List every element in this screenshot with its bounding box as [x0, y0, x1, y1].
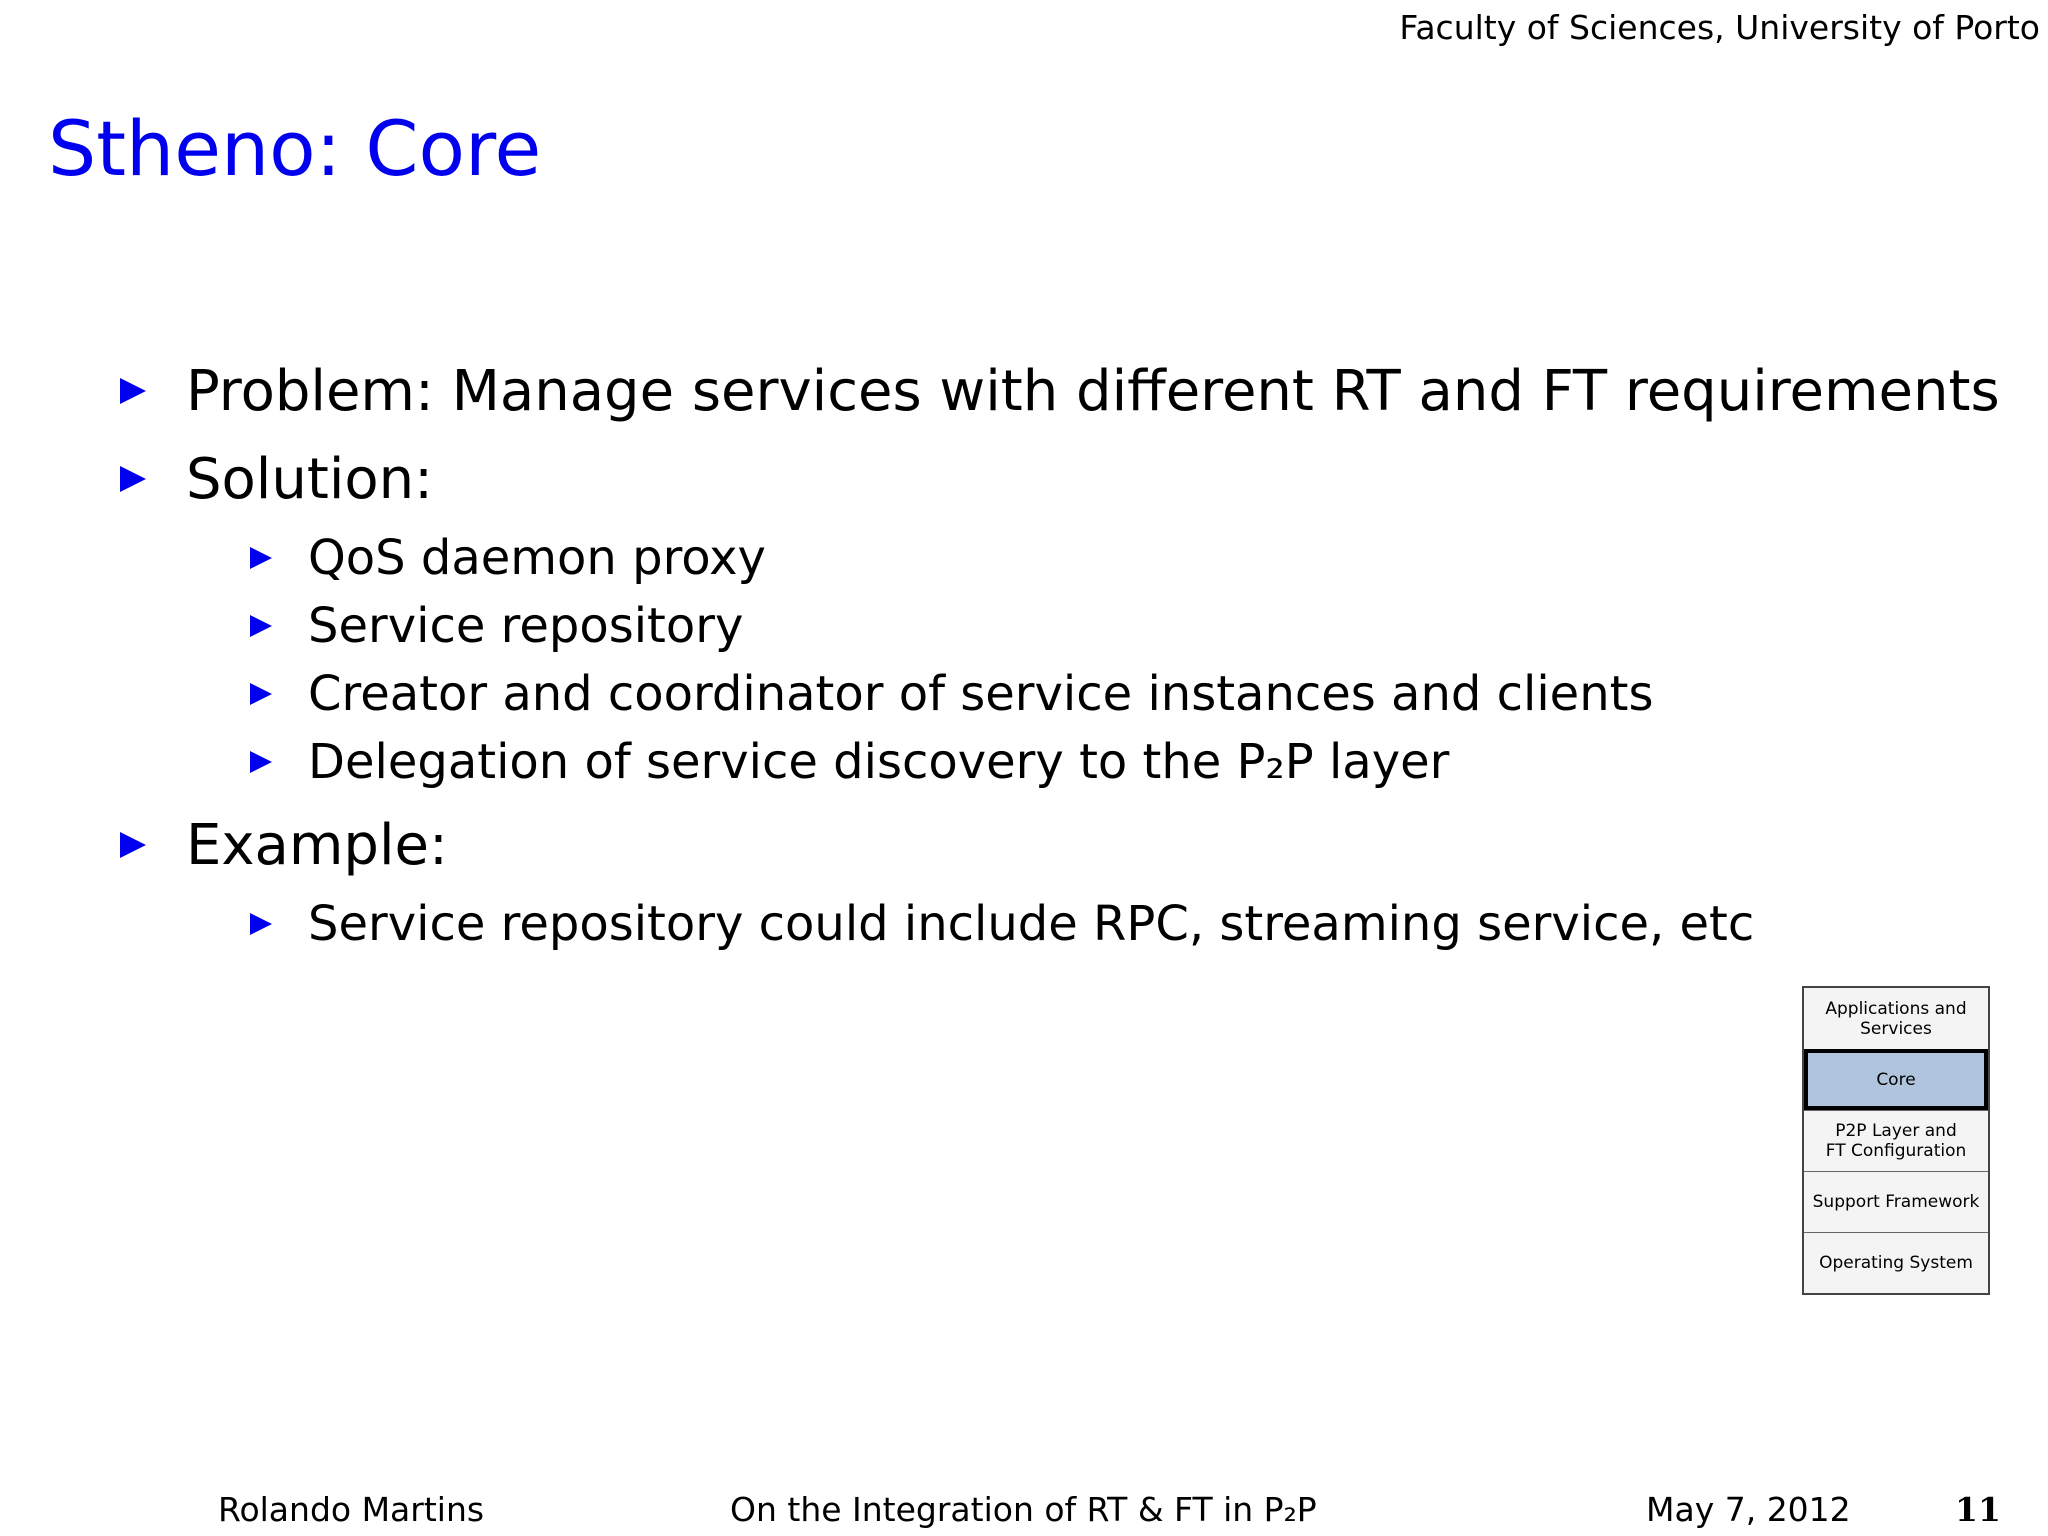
- layer-support-framework: Support Framework: [1804, 1171, 1988, 1232]
- sub-bullet-text: Service repository: [308, 598, 744, 654]
- bullet-text: Problem: Manage services with different RT and FT requirements: [186, 358, 2000, 424]
- triangle-bullet-icon: [250, 615, 272, 637]
- bullet-solution: [120, 438, 1920, 520]
- page-number: 11: [1955, 1490, 2001, 1529]
- triangle-bullet-icon: [120, 466, 146, 492]
- layer-operating-system: Operating System: [1804, 1232, 1988, 1293]
- layer-p2p: P2P Layer and FT Configuration: [1804, 1110, 1988, 1171]
- sub-bullet-creator: [120, 660, 1920, 728]
- bullet-list: [120, 350, 2000, 958]
- sub-bullet-text: Delegation of service discovery to the P₂P layer: [308, 734, 1450, 790]
- sub-bullet-example: [120, 890, 1920, 958]
- triangle-bullet-icon: [250, 547, 272, 569]
- triangle-bullet-icon: [250, 683, 272, 705]
- bullet-text: Example:: [186, 812, 448, 878]
- sub-bullet-qos: [120, 524, 1920, 592]
- footer-date: May 7, 2012: [1646, 1490, 1851, 1529]
- sub-bullet-text: Service repository could include RPC, streaming service, etc: [308, 896, 1755, 952]
- triangle-bullet-icon: [250, 751, 272, 773]
- triangle-bullet-icon: [120, 378, 146, 404]
- sub-bullet-repository: [120, 592, 1920, 660]
- sub-bullet-text: Creator and coordinator of service instances and clients: [308, 666, 1654, 722]
- bullet-example: [120, 804, 1920, 886]
- slide-title: Stheno: Core: [48, 104, 542, 193]
- triangle-bullet-icon: [250, 913, 272, 935]
- bullet-problem: [120, 350, 2000, 432]
- bullet-text: Solution:: [186, 446, 433, 512]
- footer-author: Rolando Martins: [218, 1490, 485, 1529]
- layer-applications: Applications and Services: [1804, 988, 1988, 1049]
- layer-core: Core: [1804, 1049, 1988, 1110]
- header-institution: Faculty of Sciences, University of Porto: [1399, 8, 2040, 47]
- sub-bullet-text: QoS daemon proxy: [308, 530, 766, 586]
- triangle-bullet-icon: [120, 832, 146, 858]
- architecture-stack-diagram: [1802, 986, 1990, 1295]
- footer-talk-title: On the Integration of RT & FT in P₂P: [730, 1490, 1317, 1529]
- sub-bullet-delegation: [120, 728, 1920, 796]
